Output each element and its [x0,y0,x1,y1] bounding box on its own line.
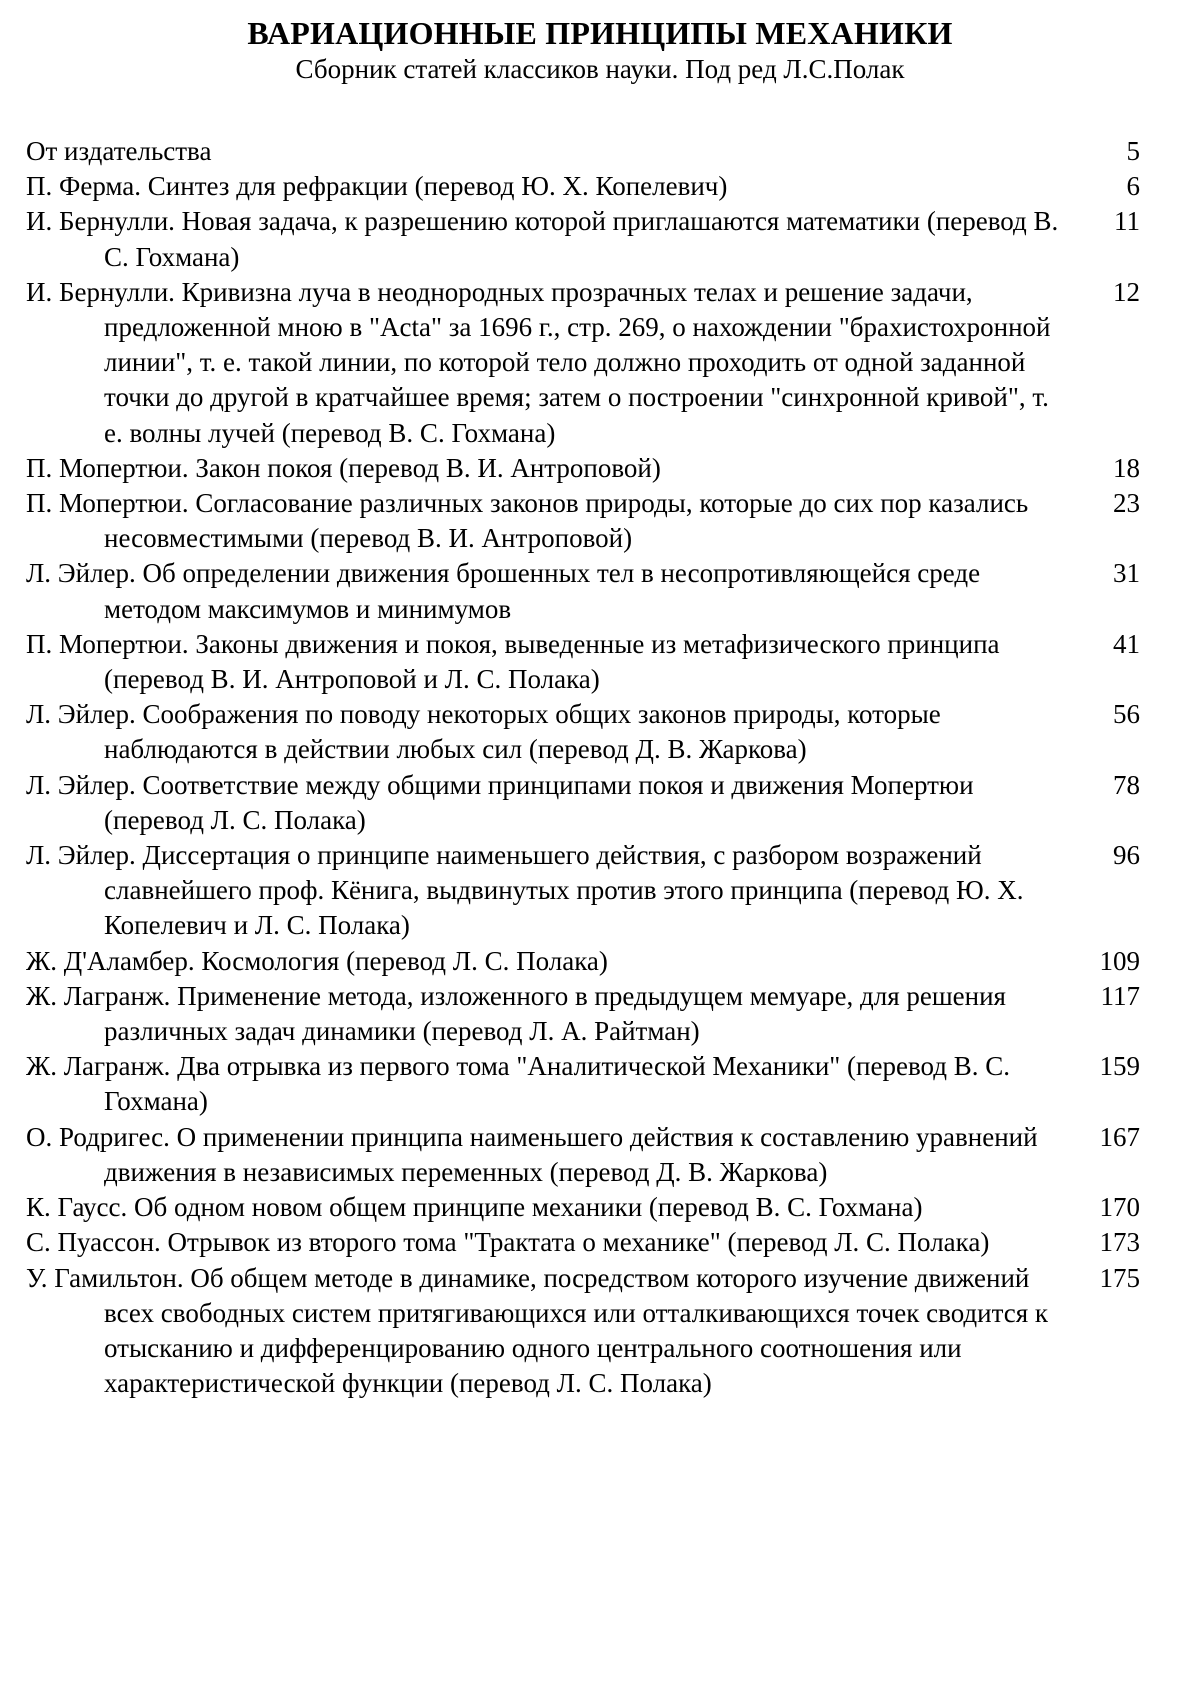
toc-entry-page: 78 [1113,769,1140,800]
toc-entry-text: С. Пуассон. Отрывок из второго тома "Трактата о механике" (перевод Л. С. Полака) [26,1227,990,1258]
toc-entry-text: Л. Эйлер. Соображения по поводу некоторых общих законов природы, которые наблюдаются в действии любых сил (перевод Д. В. Жаркова) [26,699,941,765]
toc-entry [26,1120,1140,1190]
toc-entry-page: 96 [1113,840,1140,871]
toc-entry-text: Ж. Лагранж. Применение метода, изложенного в предыдущем мемуаре, для решения различных задач динамики (перевод Л. А. Райтман) [26,980,1006,1047]
toc-entry-text: Л. Эйлер. Диссертация о принципе наименьшего действия, с разбором возражений славнейшего проф. Кёнига, выдвинутых против этого принципа (перевод Ю. Х. Копелевич и Л. С. Полака) [26,840,1024,941]
toc-entry [26,1261,1140,1402]
toc-entry-text: П. Ферма. Синтез для рефракции (перевод Ю. Х. Копелевич) [26,171,728,202]
toc-entry-text: Л. Эйлер. Об определении движения брошенных тел в несопротивляющейся среде методом максимумов и минимумов [26,558,981,624]
toc-entry-page: 167 [1099,1121,1140,1152]
toc-entry-text: П. Мопертюи. Согласование различных законов природы, которые до сих пор казались несовместимыми (перевод В. И. Антроповой) [26,488,1029,554]
toc-entry [26,697,1140,767]
toc-entry [26,275,1140,451]
toc-entry-page: 12 [1113,276,1140,307]
toc-entry-page: 109 [1099,945,1140,976]
toc-entry [26,1225,1140,1260]
toc-entry-text: Ж. Д'Аламбер. Космология (перевод Л. С. Полака) [26,945,608,976]
table-of-contents [26,134,1140,1401]
toc-entry [26,556,1140,626]
toc-entry-page: 5 [1126,136,1140,166]
toc-entry-text: От издательства [26,136,212,166]
toc-entry-text: П. Мопертюи. Закон покоя (перевод В. И. Антроповой) [26,452,661,483]
toc-entry [26,768,1140,838]
toc-entry-page: 41 [1113,628,1140,659]
toc-entry-text: И. Бернулли. Кривизна луча в неоднородных прозрачных телах и решение задачи, предложенной мною в "Acta" за 1696 г., стр. 269, о нахождении "брахистохронной линии", т. е. такой линии, по которой тело должно проходить от одной заданной точки до другой в кратчайшее время; затем о построении "синхронной кривой", т. е. волны лучей (перевод В. С. Гохмана) [26,276,1051,448]
toc-entry-text: Л. Эйлер. Соответствие между общими принципами покоя и движения Мопертюи (перевод Л. С. Полака) [26,769,974,835]
toc-entry-page: 31 [1113,558,1140,589]
toc-entry-page: 6 [1126,171,1140,202]
toc-entry-page: 18 [1113,452,1140,483]
toc-entry [26,838,1140,944]
toc-entry [26,204,1140,274]
document-title: ВАРИАЦИОННЫЕ ПРИНЦИПЫ МЕХАНИКИ [247,15,953,51]
toc-entry-page: 23 [1113,488,1140,519]
toc-entry [26,944,1140,979]
toc-entry-text: Ж. Лагранж. Два отрывка из первого тома "Аналитической Механики" (перевод В. С. Гохмана) [26,1051,1010,1117]
document-subtitle: Сборник статей классиков науки. Под ред Л.С.Полак [295,54,905,84]
toc-entry [26,134,1140,169]
toc-entry-page: 117 [1100,980,1140,1011]
toc-entry-page: 170 [1099,1192,1140,1223]
toc-entry [26,1049,1140,1119]
toc-entry-page: 56 [1113,699,1140,730]
toc-entry-page: 159 [1099,1051,1140,1082]
toc-entry-text: И. Бернулли. Новая задача, к разрешению которой приглашаются математики (перевод В. С. Гохмана) [26,206,1059,272]
toc-entry [26,627,1140,697]
toc-entry [26,979,1140,1049]
toc-entry [26,451,1140,486]
toc-entry-text: У. Гамильтон. Об общем методе в динамике, посредством которого изучение движений всех свободных систем притягивающихся или отталкивающихся точек сводится к отысканию и дифференцированию одного центрального соотношения или характеристической функции (перевод Л. С. Полака) [26,1262,1048,1399]
toc-entry-page: 173 [1099,1227,1140,1258]
toc-entry-text: О. Родригес. О применении принципа наименьшего действия к составлению уравнений движения в независимых переменных (перевод Д. В. Жаркова) [26,1121,1038,1187]
toc-entry-text: П. Мопертюи. Законы движения и покоя, выведенные из метафизического принципа (перевод В. И. Антроповой и Л. С. Полака) [26,628,1000,695]
toc-entry [26,1190,1140,1225]
toc-entry-page: 11 [1114,206,1140,237]
toc-entry [26,169,1140,204]
toc-entry-page: 175 [1099,1262,1140,1293]
toc-entry [26,486,1140,556]
toc-entry-text: К. Гаусс. Об одном новом общем принципе механики (перевод В. С. Гохмана) [26,1192,923,1223]
